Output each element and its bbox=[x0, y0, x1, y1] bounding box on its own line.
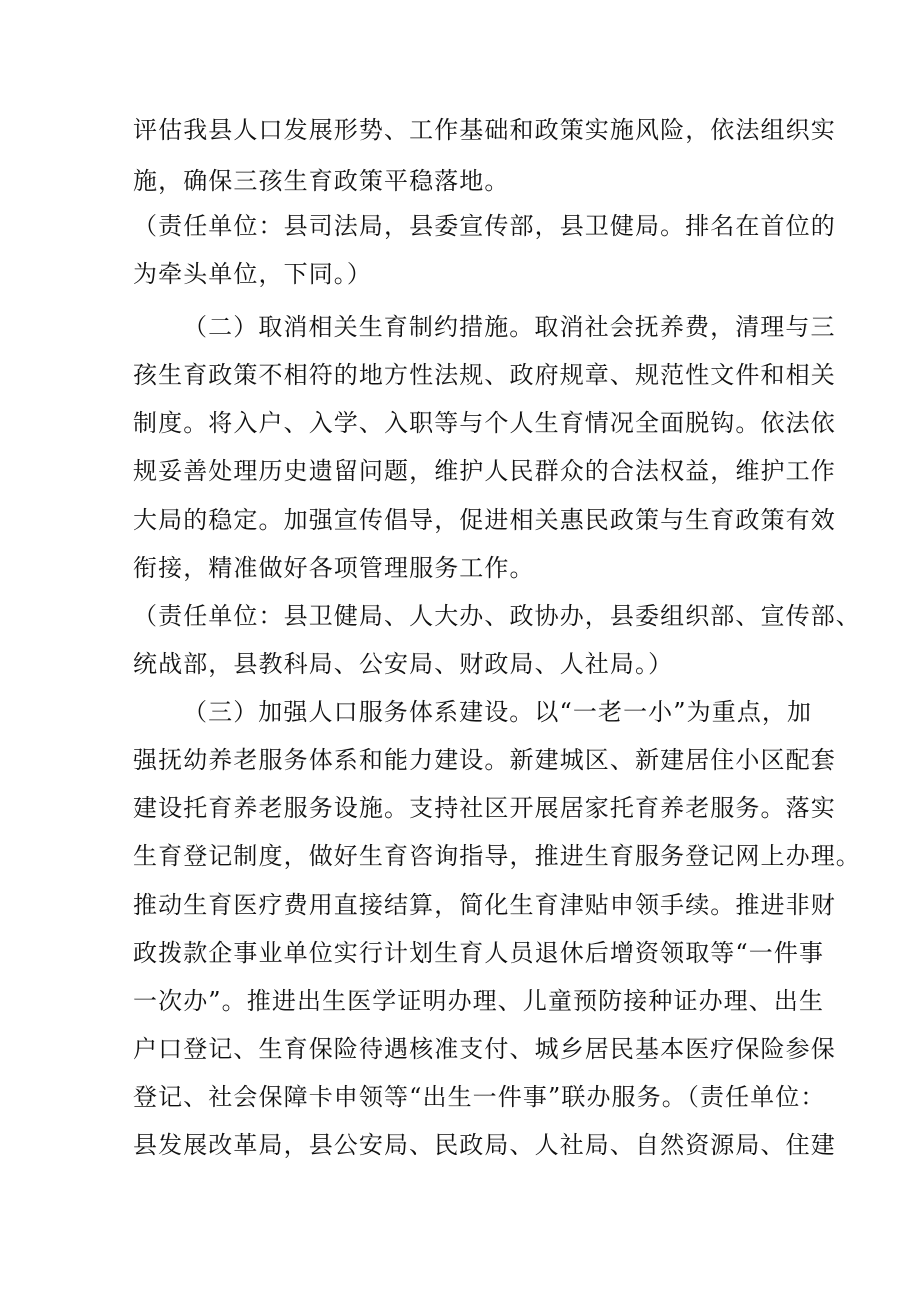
text-line: 推动生育医疗费用直接结算，简化生育津贴申领手续。推进非财 bbox=[133, 891, 836, 919]
text-line: 施，确保三孩生育政策平稳落地。 bbox=[133, 167, 510, 195]
text-line: 强抚幼养老服务体系和能力建设。新建城区、新建居住小区配套 bbox=[133, 746, 836, 774]
text-line: 生育登记制度，做好生育咨询指导，推进生育服务登记网上办理。 bbox=[133, 842, 861, 870]
text-line: 规妥善处理历史遗留问题，维护人民群众的合法权益，维护工作 bbox=[133, 457, 836, 485]
text-line: 评估我县人口发展形势、工作基础和政策实施风险，依法组织实 bbox=[133, 116, 836, 144]
text-line: （责任单位：县卫健局、人大办、政协办，县委组织部、宣传部、 bbox=[133, 602, 861, 630]
text-line: 县发展改革局，县公安局、民政局、人社局、自然资源局、住建 bbox=[133, 1131, 836, 1159]
text-line: 孩生育政策不相符的地方性法规、政府规章、规范性文件和相关 bbox=[133, 361, 836, 389]
text-line: 衔接，精准做好各项管理服务工作。 bbox=[133, 554, 535, 582]
text-line: 政拨款企事业单位实行计划生育人员退休后增资领取等“一件事 bbox=[133, 939, 825, 967]
text-line: 为牵头单位，下同。） bbox=[133, 260, 372, 288]
text-line: （二）取消相关生育制约措施。取消社会抚养费，清理与三 bbox=[183, 313, 836, 341]
text-line: （责任单位：县司法局，县委宣传部，县卫健局。排名在首位的 bbox=[133, 212, 836, 240]
text-line: 大局的稳定。加强宣传倡导，促进相关惠民政策与生育政策有效 bbox=[133, 506, 836, 534]
text-line: 一次办”。推进出生医学证明办理、儿童预防接种证办理、出生 bbox=[133, 987, 825, 1015]
text-line: （三）加强人口服务体系建设。以“一老一小”为重点，加 bbox=[183, 698, 813, 726]
text-line: 户口登记、生育保险待遇核准支付、城乡居民基本医疗保险参保 bbox=[133, 1035, 836, 1063]
text-line: 建设托育养老服务设施。支持社区开展居家托育养老服务。落实 bbox=[133, 794, 836, 822]
text-line: 登记、社会保障卡申领等“出生一件事”联办服务。（责任单位： bbox=[133, 1083, 826, 1111]
text-line: 统战部，县教科局、公安局、财政局、人社局。） bbox=[133, 650, 674, 678]
text-line: 制度。将入户、入学、入职等与个人生育情况全面脱钩。依法依 bbox=[133, 409, 836, 437]
